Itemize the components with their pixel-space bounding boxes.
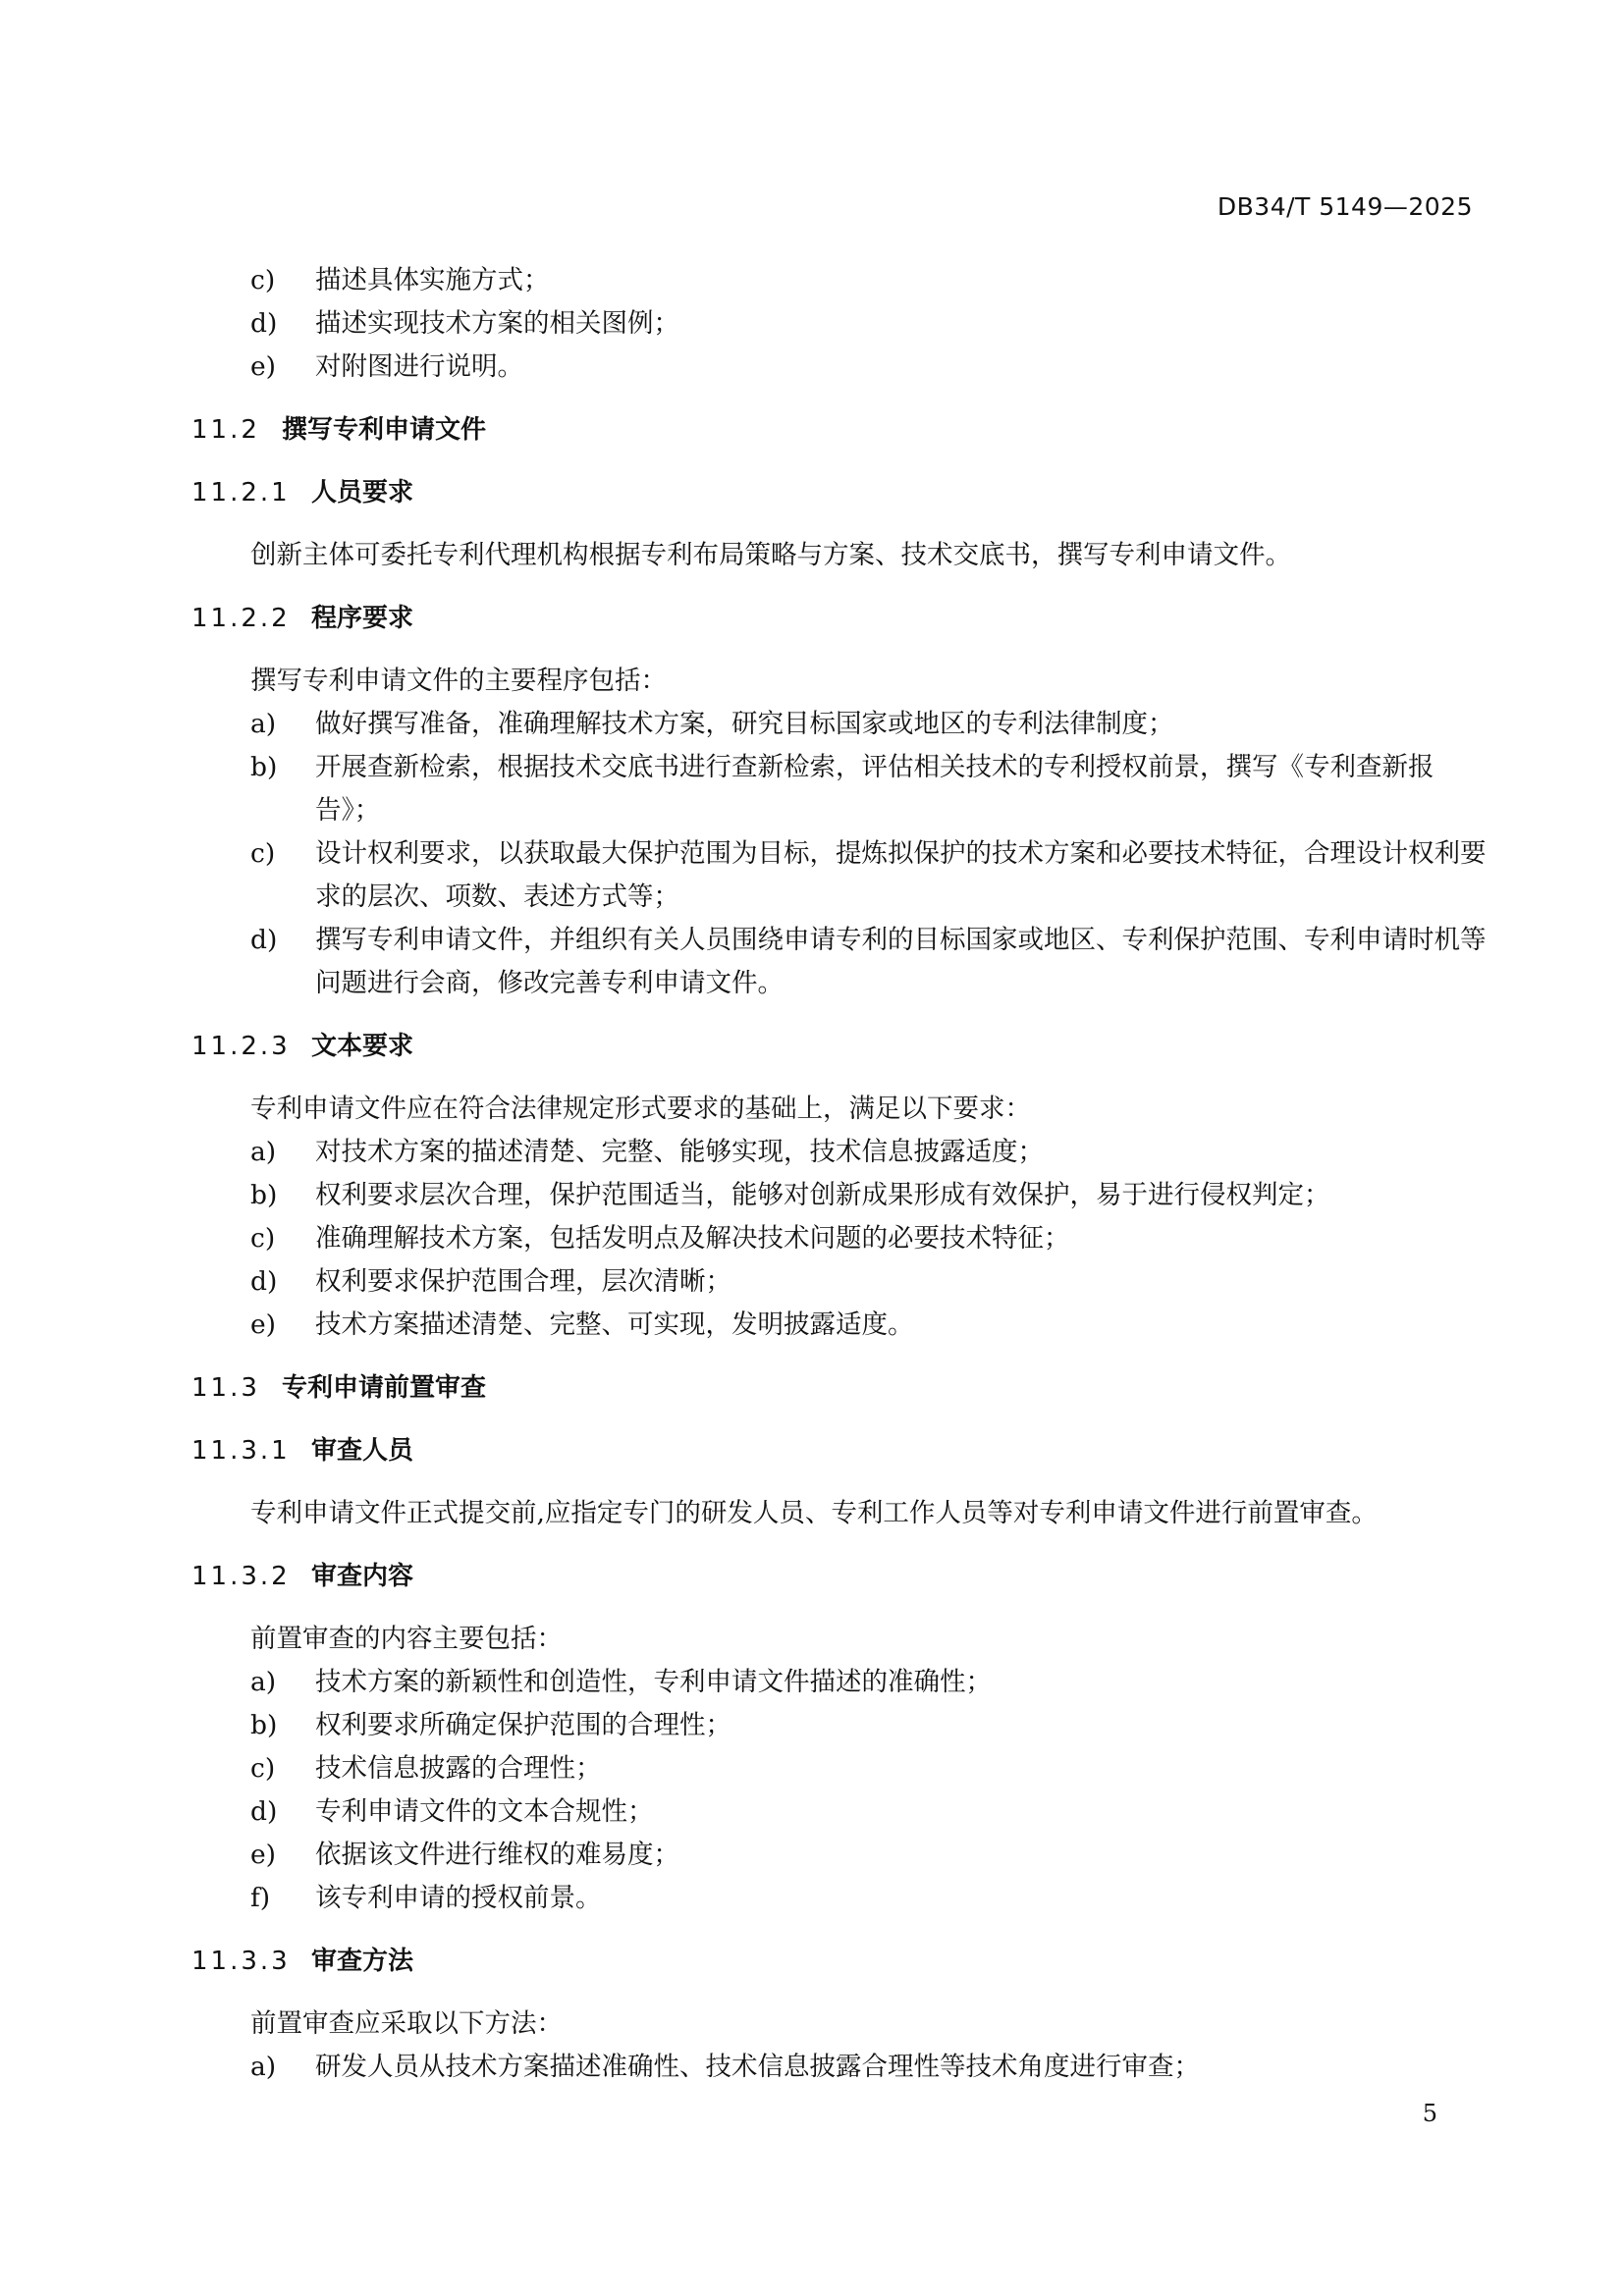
list-text: 撰写专利申请文件，并组织有关人员围绕申请专利的目标国家或地区、专利保护范围、专利申请时机等问题进行会商，修改完善专利申请文件。: [315, 925, 1487, 998]
list-marker: f): [250, 1883, 271, 1913]
list-item: [191, 2046, 1488, 2089]
list-marker: d): [250, 1266, 278, 1297]
list-item: [191, 302, 1488, 346]
list-marker: a): [250, 2052, 277, 2082]
list-text: 描述具体实施方式；: [315, 265, 550, 295]
section-heading-11-3-3: [191, 1940, 1488, 1983]
list-text: 技术方案的新颖性和创造性，专利申请文件描述的准确性；: [315, 1667, 992, 1697]
section-title: 专利申请前置审查: [282, 1373, 487, 1403]
list-text: 权利要求层次合理，保护范围适当，能够对创新成果形成有效保护，易于进行侵权判定；: [315, 1180, 1330, 1210]
section-title: 撰写专利申请文件: [282, 415, 487, 445]
list-item: [191, 1304, 1488, 1347]
section-number: 11.3: [191, 1373, 260, 1403]
list-marker: b): [250, 1710, 278, 1740]
paragraph: 前置审查的内容主要包括：: [250, 1624, 563, 1654]
section-title: 程序要求: [311, 604, 414, 633]
list-item: [191, 1131, 1488, 1174]
list-item: [191, 1174, 1488, 1217]
paragraph: 撰写专利申请文件的主要程序包括：: [250, 666, 667, 696]
paragraph: 专利申请文件正式提交前,应指定专门的研发人员、专利工作人员等对专利申请文件进行前置审查。: [250, 1498, 1378, 1528]
section-title: 文本要求: [311, 1032, 414, 1061]
list-item: [191, 832, 1488, 919]
section-heading-11-3-1: [191, 1429, 1488, 1472]
section-number: 11.2: [191, 415, 260, 445]
intro-list: [191, 259, 1488, 389]
list-text: 技术信息披露的合理性；: [315, 1753, 602, 1784]
list-marker: a): [250, 709, 277, 739]
section-heading-11-2-1: [191, 471, 1488, 514]
list-marker: d): [250, 925, 278, 955]
list-text: 研发人员从技术方案描述准确性、技术信息披露合理性等技术角度进行审查；: [315, 2052, 1200, 2082]
list-text: 技术方案描述清楚、完整、可实现，发明披露适度。: [315, 1309, 914, 1340]
list-text: 权利要求保护范围合理，层次清晰；: [315, 1266, 731, 1297]
list-marker: a): [250, 1137, 277, 1167]
list-item: [191, 1790, 1488, 1834]
list-text: 做好撰写准备，准确理解技术方案，研究目标国家或地区的专利法律制度；: [315, 709, 1174, 739]
list-item: [191, 346, 1488, 389]
list-marker: e): [250, 1309, 277, 1340]
list-marker: a): [250, 1667, 277, 1697]
list-item: [191, 703, 1488, 746]
paragraph: 专利申请文件应在符合法律规定形式要求的基础上，满足以下要求：: [250, 1094, 1031, 1124]
list-marker: b): [250, 1180, 278, 1210]
section-heading-11-2-2: [191, 597, 1488, 640]
list-item: [191, 919, 1488, 1005]
list-marker: d): [250, 1796, 278, 1827]
list-marker: c): [250, 838, 276, 869]
list-text: 设计权利要求，以获取最大保护范围为目标，提炼拟保护的技术方案和必要技术特征，合理设计权利要求的层次、项数、表述方式等；: [315, 838, 1487, 912]
list-item: [191, 1834, 1488, 1877]
list-text: 描述实现技术方案的相关图例；: [315, 308, 679, 339]
section-title: 人员要求: [311, 478, 414, 507]
standard-code: DB34/T 5149—2025: [1217, 192, 1473, 221]
section-heading-11-3-2: [191, 1555, 1488, 1598]
list-item: [191, 1747, 1488, 1790]
list-marker: c): [250, 1223, 276, 1254]
list-text: 对附图进行说明。: [315, 351, 523, 382]
section-number: 11.2.2: [191, 604, 291, 633]
list-marker: e): [250, 1840, 277, 1870]
section-number: 11.3.2: [191, 1562, 291, 1591]
section-heading-11-2-3: [191, 1025, 1488, 1068]
list-text: 权利要求所确定保护范围的合理性；: [315, 1710, 731, 1740]
section-number: 11.2.1: [191, 478, 291, 507]
list-marker: b): [250, 752, 278, 782]
list-text: 依据该文件进行维权的难易度；: [315, 1840, 679, 1870]
list-text: 专利申请文件的文本合规性；: [315, 1796, 654, 1827]
list-text: 准确理解技术方案，包括发明点及解决技术问题的必要技术特征；: [315, 1223, 1070, 1254]
list-item: [191, 1260, 1488, 1304]
list-item: [191, 1704, 1488, 1747]
section-title: 审查方法: [311, 1947, 414, 1976]
page-content: [191, 259, 1488, 2089]
paragraph: 创新主体可委托专利代理机构根据专利布局策略与方案、技术交底书，撰写专利申请文件。: [250, 540, 1291, 570]
list-item: [191, 1217, 1488, 1260]
section-heading-11-2: [191, 408, 1488, 452]
list-item: [191, 259, 1488, 302]
list-marker: d): [250, 308, 278, 339]
section-title: 审查内容: [311, 1562, 414, 1591]
list-item: [191, 746, 1488, 832]
paragraph: 前置审查应采取以下方法：: [250, 2008, 563, 2039]
section-title: 审查人员: [311, 1436, 414, 1466]
list-item: [191, 1877, 1488, 1920]
section-heading-11-3: [191, 1366, 1488, 1410]
list-marker: c): [250, 265, 276, 295]
list-text: 该专利申请的授权前景。: [315, 1883, 602, 1913]
section-number: 11.3.3: [191, 1947, 291, 1976]
list-marker: e): [250, 351, 277, 382]
list-text: 开展查新检索，根据技术交底书进行查新检索，评估相关技术的专利授权前景，撰写《专利查新报告》；: [315, 752, 1435, 826]
page-number: 5: [1422, 2100, 1437, 2127]
list-item: [191, 1661, 1488, 1704]
section-number: 11.3.1: [191, 1436, 291, 1466]
section-number: 11.2.3: [191, 1032, 291, 1061]
list-text: 对技术方案的描述清楚、完整、能够实现，技术信息披露适度；: [315, 1137, 1044, 1167]
list-marker: c): [250, 1753, 276, 1784]
